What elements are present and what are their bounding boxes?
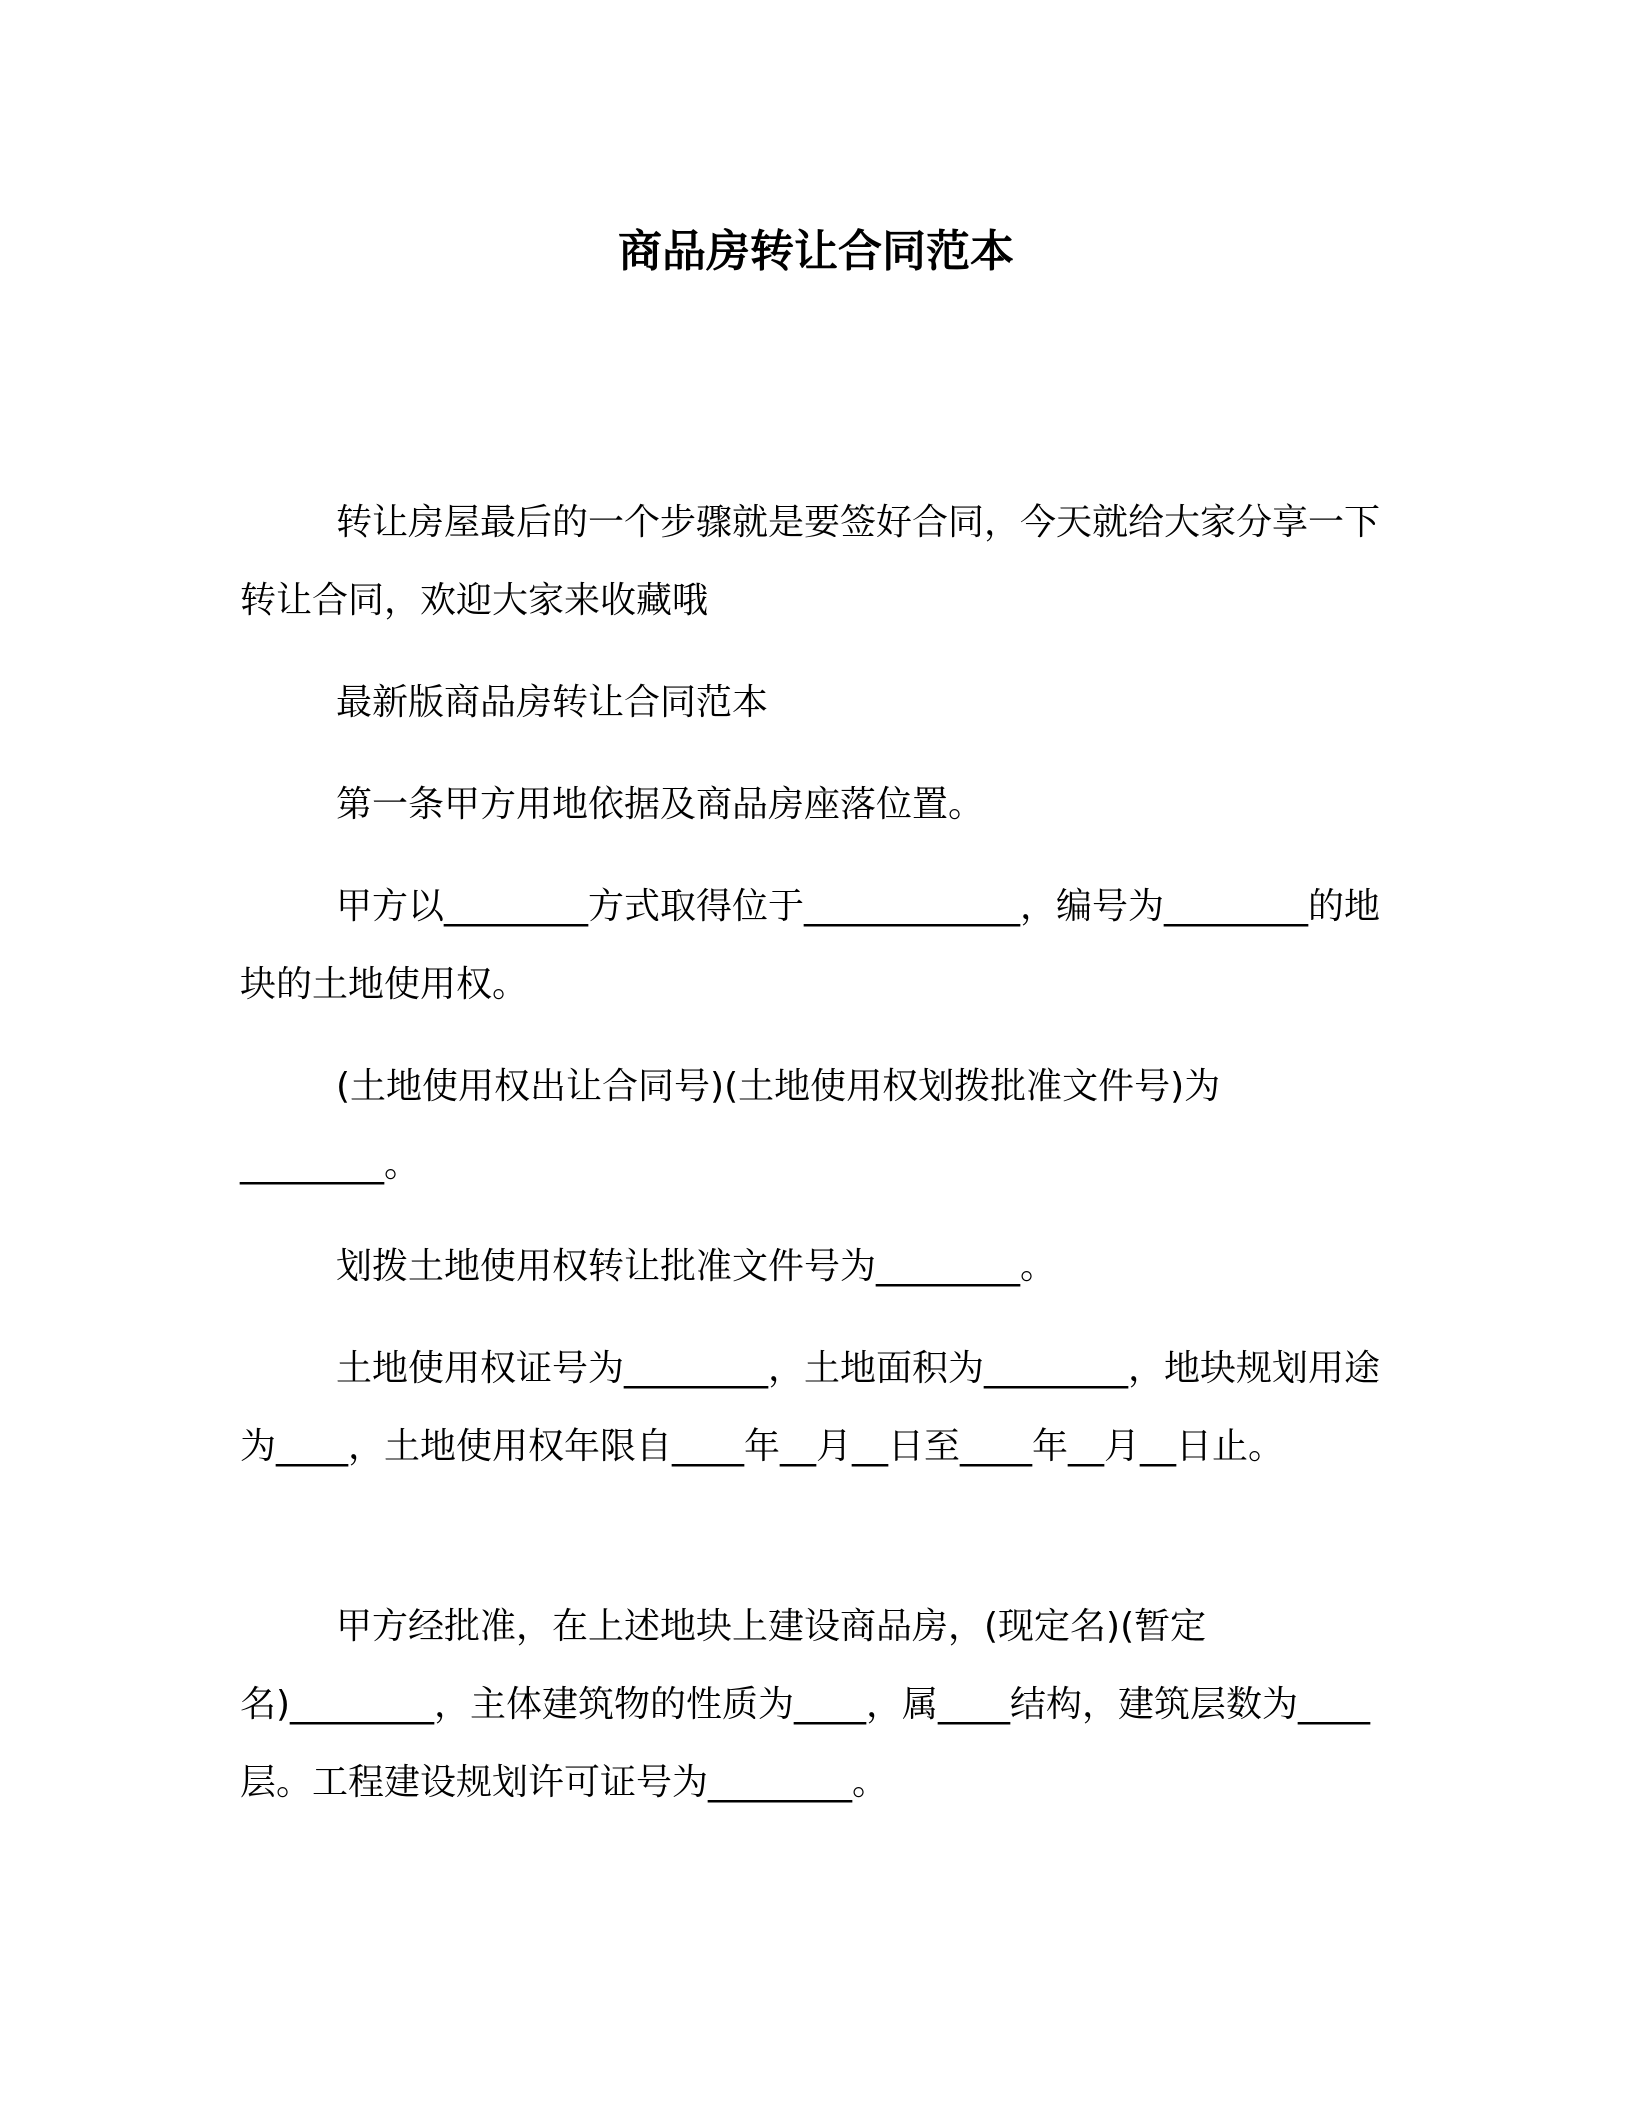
intro-paragraph: 转让房屋最后的一个步骤就是要签好合同，今天就给大家分享一下转让合同，欢迎大家来收藏哦 [240, 502, 1381, 621]
document-title: 商品房转让合同范本 [618, 226, 1014, 277]
contract-number-paragraph: (土地使用权出让合同号)(土地使用权划拨批准文件号)为________。 [240, 1066, 1221, 1185]
land-certificate-paragraph: 土地使用权证号为________，土地面积为________，地块规划用途为____，土地使用权年限自____年__月__日至____年__月__日止。 [240, 1348, 1381, 1467]
transfer-approval-paragraph: 划拨土地使用权转让批准文件号为________。 [336, 1246, 1057, 1287]
subtitle-paragraph: 最新版商品房转让合同范本 [336, 682, 769, 723]
land-acquisition-paragraph: 甲方以________方式取得位于____________，编号为________的地块的土地使用权。 [240, 886, 1381, 1005]
construction-approval-paragraph: 甲方经批准，在上述地块上建设商品房，(现定名)(暂定名)________，主体建筑物的性质为____，属____结构，建筑层数为____层。工程建设规划许可证号为________。 [240, 1606, 1371, 1803]
article-one-heading: 第一条甲方用地依据及商品房座落位置。 [336, 784, 985, 825]
